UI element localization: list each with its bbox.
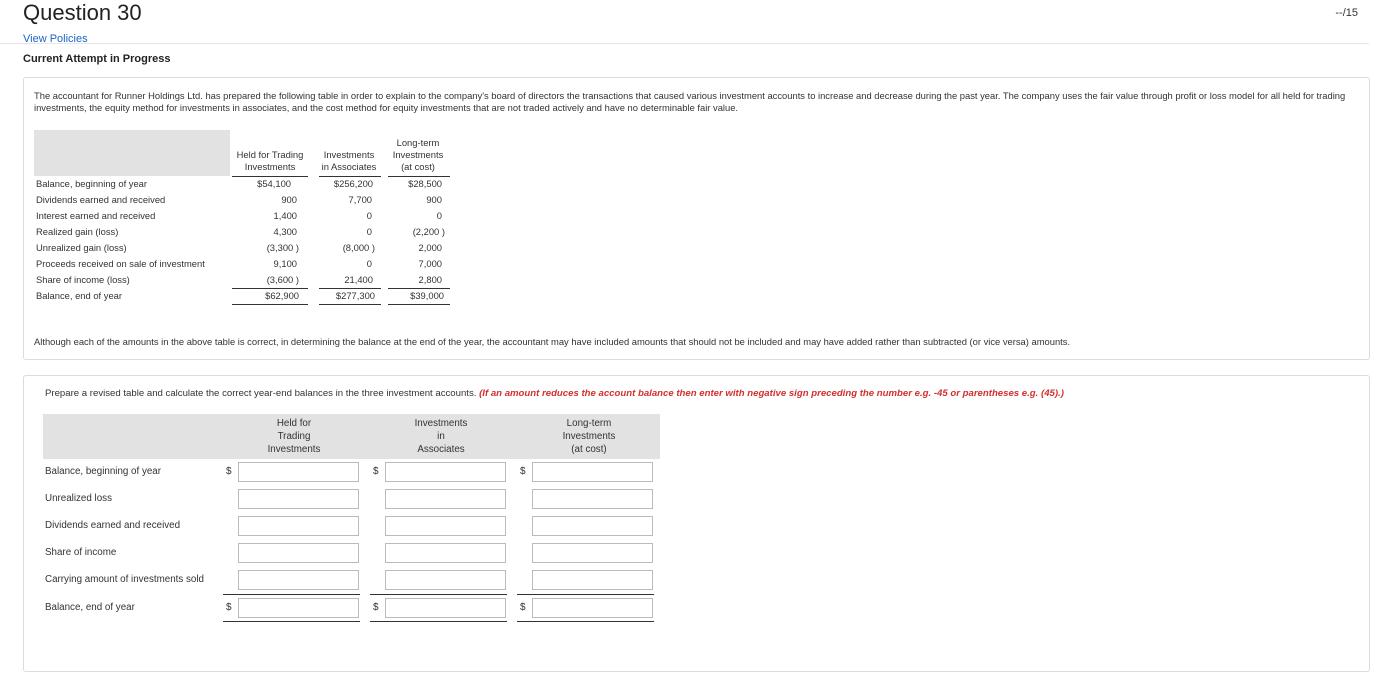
answer-col-header-associates [376, 417, 506, 456]
given-row-label: Dividends earned and received [36, 194, 166, 205]
given-cell: (3,600 ) [266, 274, 299, 285]
given-double-rule-2 [319, 304, 381, 305]
dollar-sign: $ [373, 466, 379, 477]
associates-unrealized-loss-input[interactable] [385, 489, 506, 509]
answer-col-1-line2: Trading [277, 431, 311, 442]
given-cell: 9,100 [273, 258, 297, 269]
view-policies-link[interactable]: View Policies [23, 33, 88, 45]
answer-col-2-line1: Investments [414, 418, 468, 429]
given-table-header-bg [34, 130, 230, 176]
held-for-trading-beginning-balance-input[interactable] [238, 462, 359, 482]
given-col-header-held-for-trading [230, 137, 310, 173]
given-cell: 21,400 [344, 274, 373, 285]
given-double-rule-1 [232, 304, 308, 305]
given-col-3-line1: Long-term [396, 137, 440, 148]
given-cell: $256,200 [333, 178, 373, 189]
answer-row-label: Balance, beginning of year [45, 466, 162, 477]
given-cell: 4,300 [273, 226, 297, 237]
given-col-2-line3: in Associates [321, 161, 377, 172]
given-col-3-line2: Investments [392, 149, 444, 160]
held-for-trading-carrying-amount-sold-input[interactable] [238, 570, 359, 590]
total-rule-bottom-1 [223, 621, 360, 622]
given-total-rule-1 [232, 288, 308, 289]
given-cell: 2,800 [418, 274, 442, 285]
header-divider [0, 43, 1369, 44]
given-cell: $54,100 [257, 178, 291, 189]
total-rule-bottom-2 [370, 621, 507, 622]
answer-col-header-held-for-trading [229, 417, 359, 456]
long-term-dividends-input[interactable] [532, 516, 653, 536]
given-row-label: Balance, beginning of year [36, 178, 148, 189]
answer-row-label: Carrying amount of investments sold [45, 574, 204, 585]
associates-beginning-balance-input[interactable] [385, 462, 506, 482]
long-term-ending-balance-input[interactable] [532, 598, 653, 618]
given-row-label: Balance, end of year [36, 290, 122, 301]
answer-panel [23, 375, 1370, 672]
given-row-label: Proceeds received on sale of investment [36, 258, 205, 269]
given-cell: 7,700 [348, 194, 372, 205]
given-cell: 0 [366, 258, 372, 269]
answer-col-header-long-term [524, 417, 654, 456]
problem-intro: The accountant for Runner Holdings Ltd. has prepared the following table in order to explain to the company's board of directors the transactions that caused various investment accounts to increase and decrease during the past year. The company uses the fair value through profit or loss model for all held for trading investments, the equity method for investments in associates, and the cost method for equity investments that are not traded actively and have no determinable fair value. [34, 90, 1346, 113]
given-col-3-line3: (at cost) [401, 161, 435, 172]
answer-row-label: Balance, end of year [45, 602, 135, 613]
question-title: Question 30 [23, 0, 142, 25]
total-rule-top-3 [517, 594, 654, 595]
given-cell: $277,300 [335, 290, 375, 301]
answer-hint: (If an amount reduces the account balance then enter with negative sign preceding the number e.g. -45 or parentheses e.g. (45).) [479, 388, 1064, 399]
given-cell: 0 [366, 210, 372, 221]
given-header-rule-3 [388, 176, 450, 177]
answer-prompt [45, 388, 1064, 399]
attempt-status: Current Attempt in Progress [23, 53, 171, 65]
given-cell: 0 [436, 210, 442, 221]
long-term-share-of-income-input[interactable] [532, 543, 653, 563]
answer-row-label: Unrealized loss [45, 493, 112, 504]
given-cell: 7,000 [418, 258, 442, 269]
long-term-beginning-balance-input[interactable] [532, 462, 653, 482]
given-row-label: Share of income (loss) [36, 274, 130, 285]
given-cell: 900 [281, 194, 297, 205]
associates-share-of-income-input[interactable] [385, 543, 506, 563]
problem-panel [23, 77, 1370, 360]
dollar-sign: $ [226, 602, 232, 613]
given-row-label: Unrealized gain (loss) [36, 242, 127, 253]
dollar-sign: $ [520, 466, 526, 477]
given-table [34, 130, 454, 310]
given-col-1-line2: Held for Trading [236, 149, 304, 160]
total-rule-top-1 [223, 594, 360, 595]
given-header-rule-2 [319, 176, 381, 177]
answer-col-2-line2: in [437, 431, 445, 442]
given-cell: (3,300 ) [266, 242, 299, 253]
associates-ending-balance-input[interactable] [385, 598, 506, 618]
given-cell: (8,000 ) [342, 242, 375, 253]
answer-col-3-line1: Long-term [566, 418, 612, 429]
answer-prompt-text: Prepare a revised table and calculate the correct year-end balances in the three investment accounts. [45, 388, 480, 399]
total-rule-bottom-3 [517, 621, 654, 622]
given-row-label: Interest earned and received [36, 210, 156, 221]
given-header-rule-1 [232, 176, 308, 177]
given-cell: 1,400 [273, 210, 297, 221]
given-total-rule-3 [388, 288, 450, 289]
given-cell: 0 [366, 226, 372, 237]
associates-dividends-input[interactable] [385, 516, 506, 536]
dollar-sign: $ [226, 466, 232, 477]
long-term-carrying-amount-sold-input[interactable] [532, 570, 653, 590]
answer-col-3-line3: (at cost) [571, 444, 607, 455]
given-col-header-associates [316, 137, 382, 173]
given-cell: 2,000 [418, 242, 442, 253]
given-total-rule-2 [319, 288, 381, 289]
given-double-rule-3 [388, 304, 450, 305]
dollar-sign: $ [373, 602, 379, 613]
held-for-trading-dividends-input[interactable] [238, 516, 359, 536]
answer-row-label: Share of income [45, 547, 117, 558]
given-cell: (2,200 ) [412, 226, 445, 237]
held-for-trading-share-of-income-input[interactable] [238, 543, 359, 563]
held-for-trading-ending-balance-input[interactable] [238, 598, 359, 618]
answer-col-3-line2: Investments [562, 431, 616, 442]
problem-outro: Although each of the amounts in the above table is correct, in determining the balance at the end of the year, the accountant may have included amounts that should not be included and may have added rather than subtracted (or vice versa) amounts. [34, 336, 1071, 347]
dollar-sign: $ [520, 602, 526, 613]
given-cell: $28,500 [408, 178, 442, 189]
long-term-unrealized-loss-input[interactable] [532, 489, 653, 509]
given-col-header-long-term [386, 137, 450, 173]
answer-col-2-line3: Associates [417, 444, 465, 455]
associates-carrying-amount-sold-input[interactable] [385, 570, 506, 590]
answer-col-1-line1: Held for [276, 418, 312, 429]
given-cell: $39,000 [410, 290, 444, 301]
given-col-1-line3: Investments [244, 161, 296, 172]
answer-col-1-line3: Investments [267, 444, 321, 455]
score-indicator: --/15 [1335, 7, 1358, 19]
given-cell: 900 [426, 194, 442, 205]
total-rule-top-2 [370, 594, 507, 595]
given-cell: $62,900 [265, 290, 299, 301]
given-col-2-line2: Investments [323, 149, 375, 160]
answer-row-label: Dividends earned and received [45, 520, 181, 531]
given-row-label: Realized gain (loss) [36, 226, 119, 237]
held-for-trading-unrealized-loss-input[interactable] [238, 489, 359, 509]
